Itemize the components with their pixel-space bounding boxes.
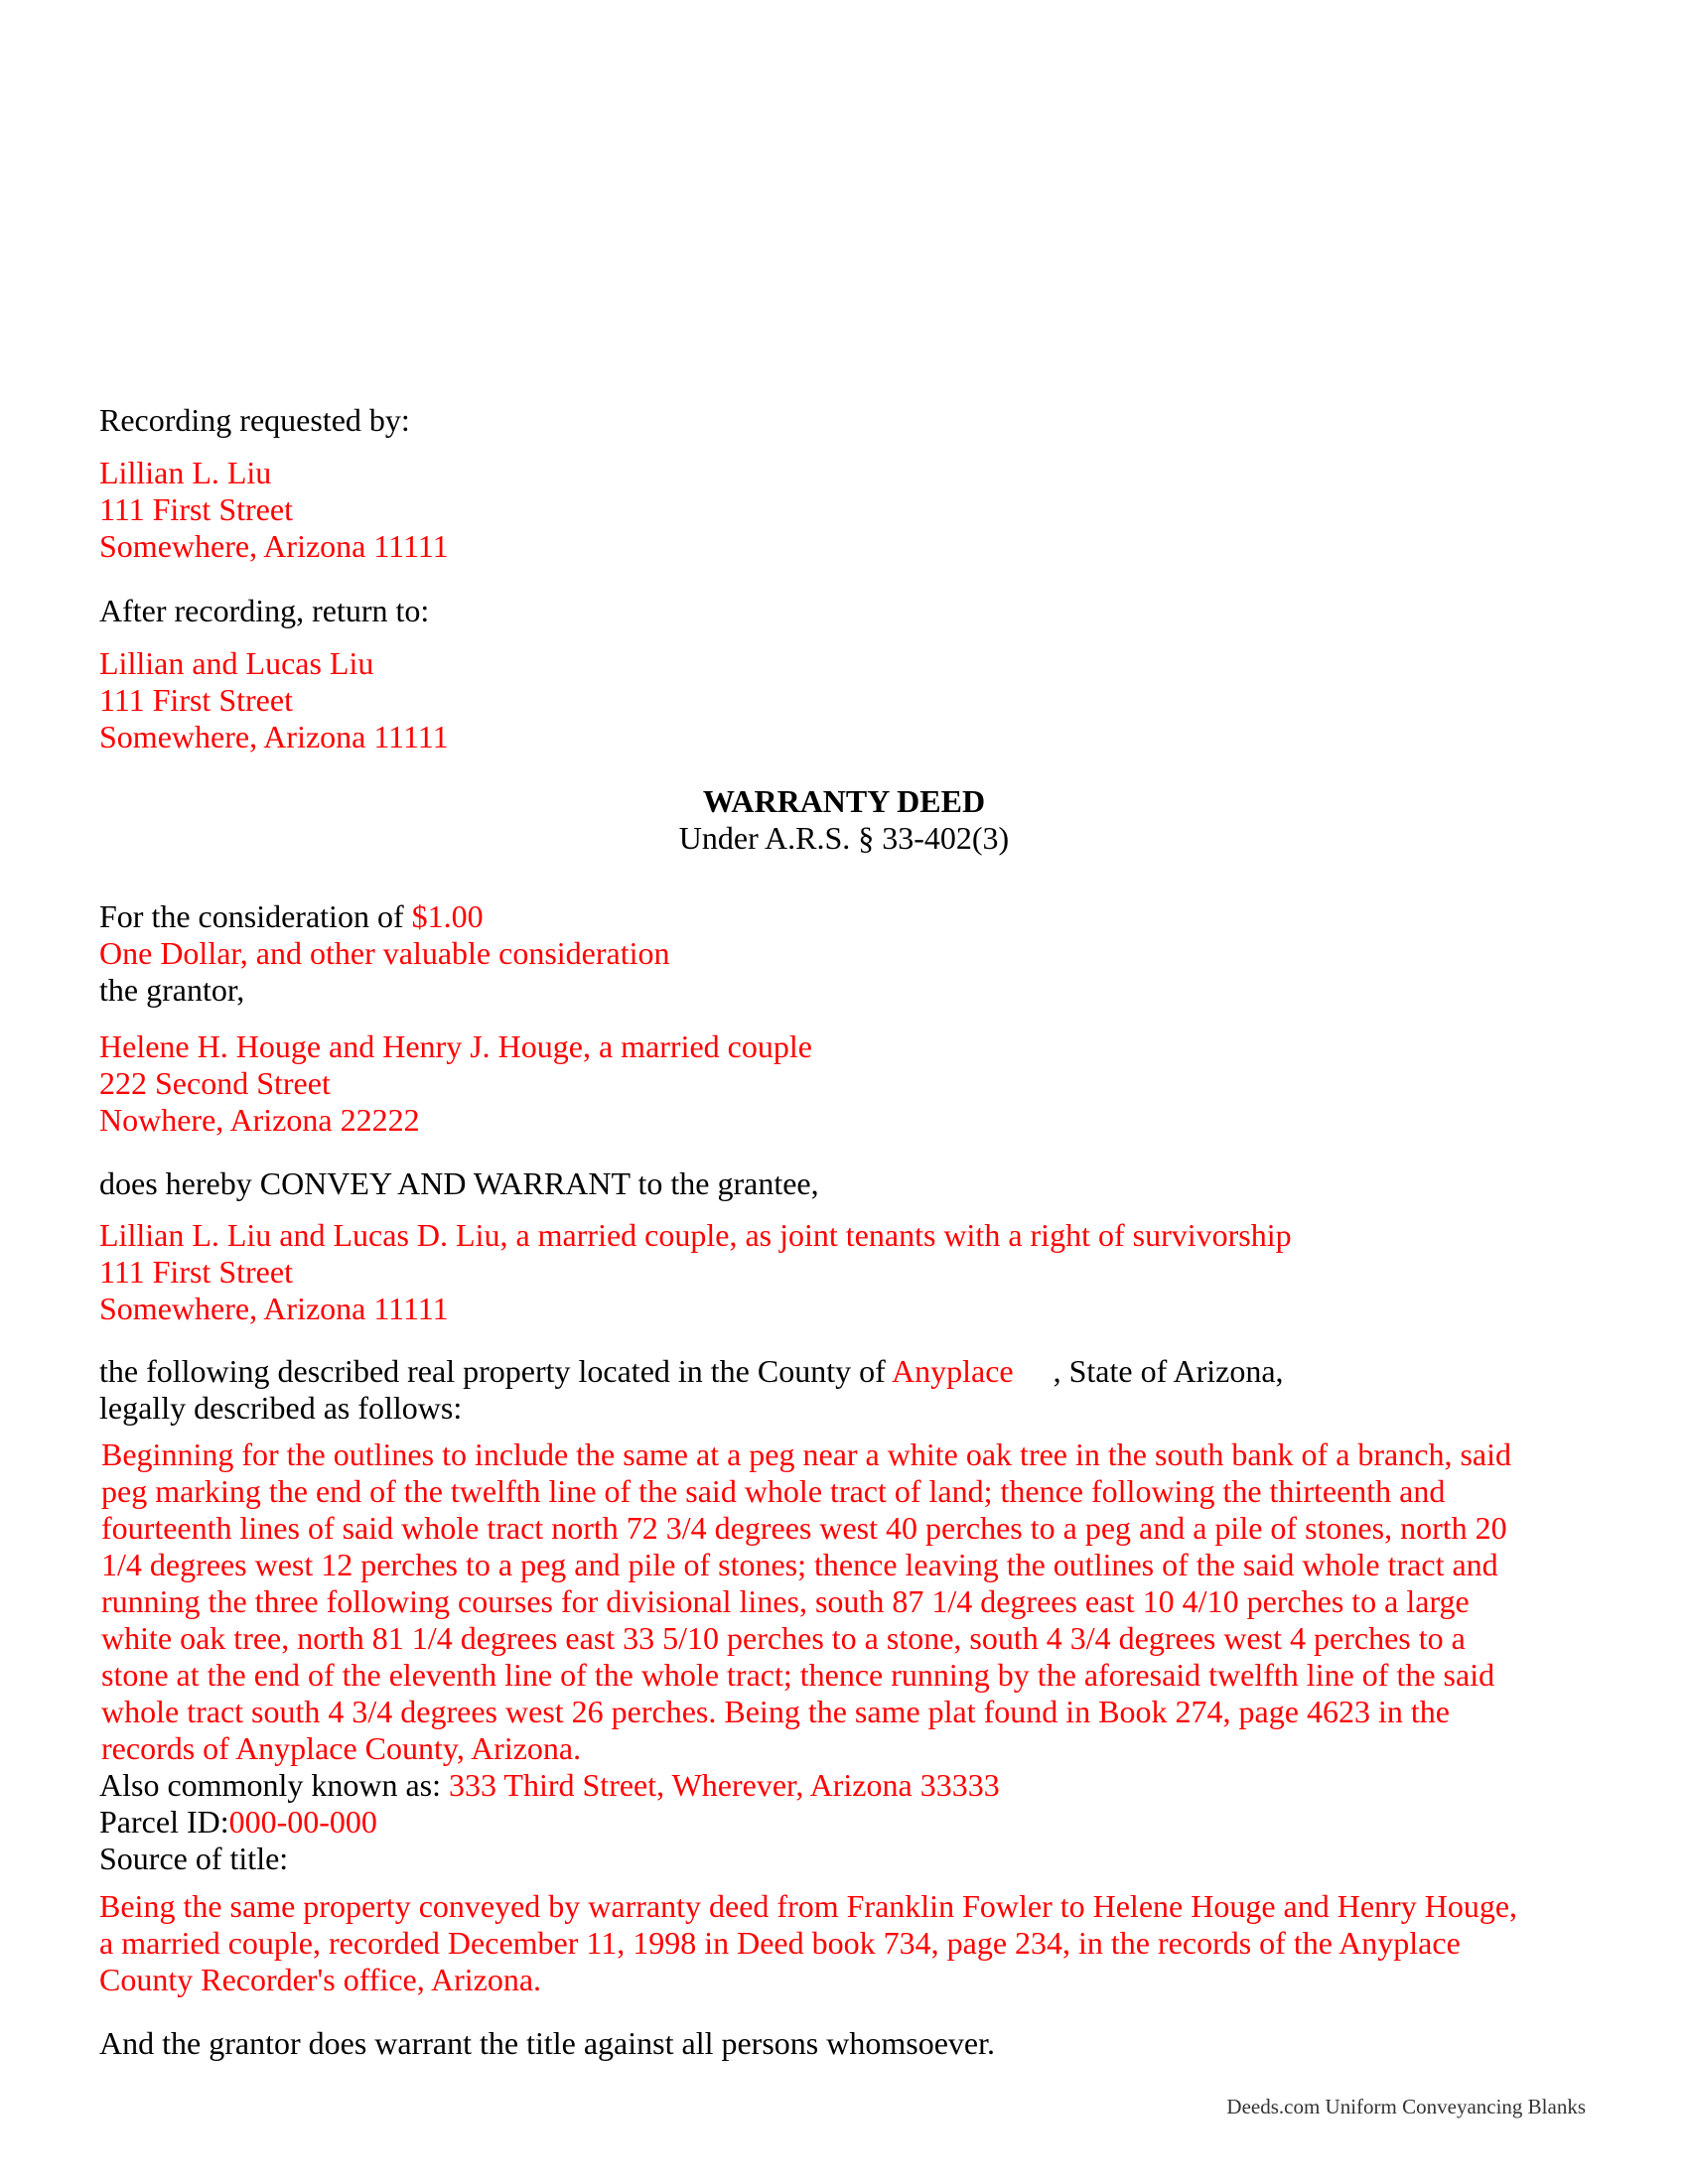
legal-line: fourteenth lines of said whole tract north 72 3/4 degrees west 40 perches to a peg and a pile of stones, north 20: [101, 1510, 1507, 1546]
property-county: Anyplace: [892, 1353, 1014, 1389]
consideration-section: [99, 898, 670, 1009]
legal-line: whole tract south 4 3/4 degrees west 26 perches. Being the same plat found in Book 274, page 4623 in the: [101, 1694, 1450, 1729]
source-line: Being the same property conveyed by warranty deed from Franklin Fowler to Helene Houge and Henry Houge,: [99, 1888, 1518, 1924]
return-name: Lillian and Lucas Liu: [99, 645, 374, 681]
return-address: [99, 645, 449, 755]
legal-line: records of Anyplace County, Arizona.: [101, 1730, 582, 1766]
consideration-amount: $1.00: [411, 898, 484, 934]
legally-label: legally described as follows:: [99, 1390, 463, 1426]
legal-line: 1/4 degrees west 12 perches to a peg and pile of stones; thence leaving the outlines of the said whole tract and: [101, 1547, 1498, 1582]
legal-line: white oak tree, north 81 1/4 degrees east 33 5/10 perches to a stone, south 4 3/4 degrees west 4 perches to a: [101, 1620, 1466, 1656]
deed-subtitle: Under A.R.S. § 33-402(3): [678, 820, 1010, 856]
grantee-city: Somewhere, Arizona 11111: [99, 1291, 449, 1326]
grantee-address: [99, 1217, 1292, 1327]
legal-description: [101, 1436, 1591, 1767]
source-of-title: [99, 1888, 1589, 1998]
property-state: , State of Arizona,: [1053, 1353, 1284, 1389]
return-label: After recording, return to:: [99, 593, 430, 628]
property-intro-line: [99, 1353, 1284, 1390]
recording-label: Recording requested by:: [99, 402, 410, 438]
parcel-value: 000-00-000: [228, 1804, 377, 1840]
property-details: [99, 1767, 1000, 1877]
return-section: [99, 593, 429, 629]
property-intro-section: [99, 1353, 1284, 1427]
consideration-line: [99, 898, 670, 935]
consideration-label: For the consideration of: [99, 898, 404, 934]
known-as-label: Also commonly known as:: [99, 1767, 441, 1803]
convey-text: does hereby CONVEY AND WARRANT to the grantee,: [99, 1165, 819, 1201]
source-line: a married couple, recorded December 11, 1998 in Deed book 734, page 234, in the records of the Anyplace: [99, 1925, 1461, 1961]
legal-line: running the three following courses for divisional lines, south 87 1/4 degrees east 10 4/10 perches to a large: [101, 1583, 1470, 1619]
parcel-label: Parcel ID:: [99, 1804, 229, 1840]
source-line: County Recorder's office, Arizona.: [99, 1962, 542, 1997]
consideration-words: One Dollar, and other valuable consideration: [99, 935, 670, 971]
grantor-street: 222 Second Street: [99, 1065, 331, 1101]
warrant-text: And the grantor does warrant the title against all persons whomsoever.: [99, 2025, 995, 2061]
grantor-address: [99, 1028, 812, 1139]
grantor-name: Helene H. Houge and Henry J. Houge, a married couple: [99, 1028, 812, 1064]
recording-street: 111 First Street: [99, 491, 293, 527]
grantee-street: 111 First Street: [99, 1254, 293, 1290]
deed-title: WARRANTY DEED: [702, 783, 986, 819]
source-label: Source of title:: [99, 1841, 289, 1876]
grantor-label: the grantor,: [99, 972, 245, 1008]
recording-city: Somewhere, Arizona 11111: [99, 528, 449, 564]
deed-title-block: [0, 783, 1688, 857]
property-intro: the following described real property located in the County of: [99, 1353, 886, 1389]
parcel-line: [99, 1804, 1000, 1841]
known-as-value: 333 Third Street, Wherever, Arizona 33333: [448, 1767, 1000, 1803]
recording-address: [99, 455, 449, 565]
return-street: 111 First Street: [99, 682, 293, 718]
recording-name: Lillian L. Liu: [99, 455, 272, 490]
return-city: Somewhere, Arizona 11111: [99, 719, 449, 754]
legal-line: Beginning for the outlines to include the same at a peg near a white oak tree in the south bank of a branch, said: [101, 1436, 1511, 1472]
grantor-city: Nowhere, Arizona 22222: [99, 1102, 420, 1138]
known-as-line: [99, 1767, 1000, 1804]
legal-line: peg marking the end of the twelfth line of the said whole tract of land; thence following the thirteenth and: [101, 1473, 1446, 1509]
footer-brand: Deeds.com Uniform Conveyancing Blanks: [1226, 2095, 1586, 2118]
grantee-name: Lillian L. Liu and Lucas D. Liu, a married couple, as joint tenants with a right of survivorship: [99, 1217, 1292, 1253]
legal-line: stone at the end of the eleventh line of the whole tract; thence running by the aforesaid twelfth line of the said: [101, 1657, 1495, 1693]
recording-section: [99, 402, 410, 439]
